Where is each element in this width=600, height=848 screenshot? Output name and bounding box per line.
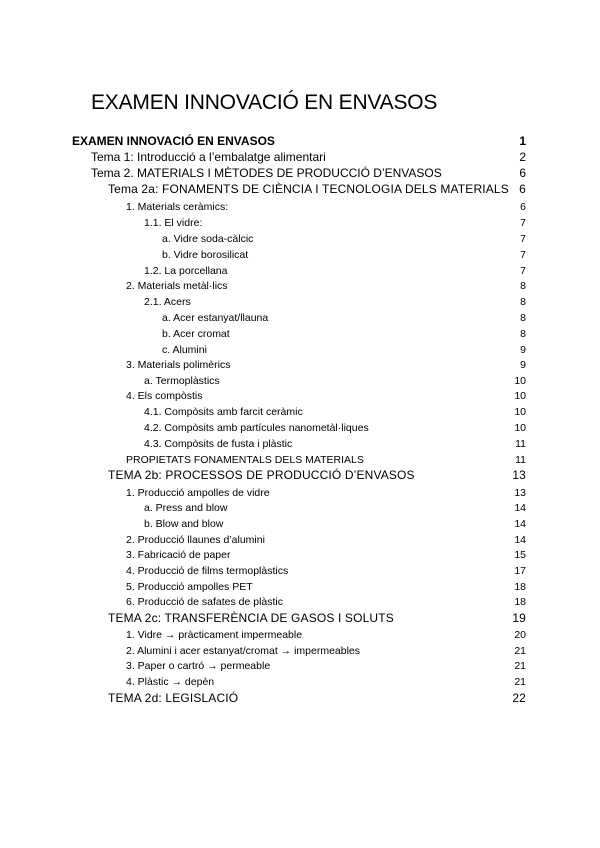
toc-entry-page: 11 [515,438,526,450]
toc-entry[interactable] [108,467,526,483]
toc-entry-page: 10 [514,390,526,402]
toc-entry[interactable] [144,500,526,516]
toc-entry[interactable] [162,310,526,326]
toc-entry-page: 6 [519,182,526,196]
toc-entry-label: 3. Paper o cartró → permeable [126,660,271,672]
toc-entry[interactable] [144,215,526,231]
toc-entry-page: 14 [514,502,526,514]
toc-entry-page: 10 [514,406,526,418]
toc-entry-page: 8 [520,296,526,308]
toc-entry-label: 2.1. Acers [144,296,191,308]
toc-entry-page: 10 [514,375,526,387]
toc-entry[interactable] [144,516,526,532]
toc-entry-label: a. Acer estanyat/llauna [162,312,269,324]
toc-entry[interactable] [126,563,526,579]
toc-entry-page: 18 [514,581,526,593]
toc-entry[interactable] [144,420,526,436]
toc-entry-page: 1 [519,134,526,148]
toc-entry[interactable] [126,452,526,468]
toc-entry-page: 8 [520,280,526,292]
toc-entry[interactable] [126,627,526,643]
toc-entry-page: 9 [520,359,526,371]
toc-entry-page: 14 [514,518,526,530]
toc-entry[interactable] [144,294,526,310]
toc-entry-page: 21 [514,645,526,657]
toc-entry[interactable] [126,643,526,659]
toc-entry-page: 13 [512,468,526,482]
toc-entry[interactable] [126,532,526,548]
toc-entry-page: 6 [519,166,526,180]
toc-entry[interactable] [162,326,526,342]
toc-entry-page: 14 [514,534,526,546]
toc-entry[interactable] [126,579,526,595]
toc-entry-label: 4. Plàstic → depèn [126,676,215,688]
toc-entry-page: 9 [520,344,526,356]
toc-entry[interactable] [91,165,526,181]
toc-entry-page: 15 [514,549,526,561]
toc-entry-page: 8 [520,312,526,324]
toc-entry[interactable] [126,674,526,690]
toc-entry-label: b. Blow and blow [144,518,224,530]
toc-entry-page: 22 [512,691,526,705]
toc-entry-label: 3. Materials polimèrics [126,359,231,371]
toc-entry-page: 17 [514,565,526,577]
toc-entry[interactable] [72,133,526,149]
toc-entry[interactable] [126,658,526,674]
toc-entry-label: b. Vidre borosilicat [162,249,249,261]
toc-entry[interactable] [126,199,526,215]
toc-entry-label: 5. Producció ampolles PET [126,581,253,593]
toc-entry-label: 4.2. Compòsits amb partícules nanometàl·liques [144,422,369,434]
toc-entry-page: 19 [512,611,526,625]
toc-entry-label: Tema 1: Introducció a l’embalatge alimentari [91,150,326,164]
toc-entry-label: 1. Vidre → pràcticament impermeable [126,629,303,641]
toc-entry-page: 11 [515,454,526,466]
toc-entry-label: a. Press and blow [144,502,228,514]
toc-entry[interactable] [144,404,526,420]
toc-entry-label: TEMA 2d: LEGISLACIÓ [108,691,239,705]
toc-entry-label: 1. Materials ceràmics: [126,201,229,213]
toc-entry-page: 8 [520,328,526,340]
document-title: EXAMEN INNOVACIÓ EN ENVASOS [91,91,438,114]
toc-entry-page: 21 [514,660,526,672]
toc-entry-label: 2. Materials metàl·lics [126,280,228,292]
toc-entry[interactable] [144,373,526,389]
toc-entry[interactable] [126,278,526,294]
toc-entry[interactable] [144,436,526,452]
toc-entry-label: EXAMEN INNOVACIÓ EN ENVASOS [72,134,275,148]
toc-entry[interactable] [108,181,526,197]
toc-entry-label: 1.1. El vidre: [144,217,203,229]
toc-entry-label: Tema 2a: FONAMENTS DE CIÈNCIA I TECNOLOGIA DELS MATERIALS [108,182,509,196]
toc-entry[interactable] [108,610,526,626]
toc-entry-label: 4.1. Compòsits amb farcit ceràmic [144,406,303,418]
toc-entry[interactable] [162,247,526,263]
toc-entry-label: PROPIETATS FONAMENTALS DELS MATERIALS [126,454,364,466]
toc-entry[interactable] [162,231,526,247]
toc-entry-label: c. Alumini [162,344,207,356]
toc-entry[interactable] [126,547,526,563]
toc-entry-page: 7 [520,265,526,277]
toc-entry-label: 4.3. Compòsits de fusta i plàstic [144,438,293,450]
toc-entry-label: 1.2. La porcellana [144,265,228,277]
toc-entry-page: 20 [514,629,526,641]
toc-entry[interactable] [126,485,526,501]
toc-entry-page: 7 [520,249,526,261]
toc-entry[interactable] [126,388,526,404]
toc-entry-label: a. Vidre soda-càlcic [162,233,254,245]
toc-entry-page: 7 [520,233,526,245]
toc-entry-label: 6. Producció de safates de plàstic [126,596,284,608]
toc-entry-label: 2. Alumini i acer estanyat/cromat → impermeables [126,645,361,657]
toc-entry-page: 2 [519,150,526,164]
toc-entry-label: Tema 2. MATERIALS I MÈTODES DE PRODUCCIÓ D’ENVASOS [91,166,442,180]
toc-entry-label: 3. Fabricació de paper [126,549,231,561]
toc-entry[interactable] [108,690,526,706]
toc-entry-page: 6 [520,201,526,213]
toc-entry[interactable] [162,342,526,358]
toc-entry-label: TEMA 2c: TRANSFERÈNCIA DE GASOS I SOLUTS [108,611,394,625]
toc-entry-label: 1. Producció ampolles de vidre [126,487,270,499]
toc-entry-label: 2. Producció llaunes d’alumini [126,534,265,546]
toc-entry-label: 4. Els compòstis [126,390,203,402]
toc-entry-page: 10 [514,422,526,434]
toc-entry-label: 4. Producció de films termoplàstics [126,565,289,577]
toc-entry-page: 18 [514,596,526,608]
toc-entry-label: b. Acer cromat [162,328,230,340]
toc-entry-page: 7 [520,217,526,229]
toc-entry-page: 21 [514,676,526,688]
toc-entry[interactable] [91,149,526,165]
toc-entry[interactable] [144,263,526,279]
toc-entry-label: TEMA 2b: PROCESSOS DE PRODUCCIÓ D’ENVASOS [108,468,415,482]
toc-entry-label: a. Termoplàstics [144,375,220,387]
toc-entry[interactable] [126,357,526,373]
toc-entry-page: 13 [514,487,526,499]
toc-entry[interactable] [126,594,526,610]
